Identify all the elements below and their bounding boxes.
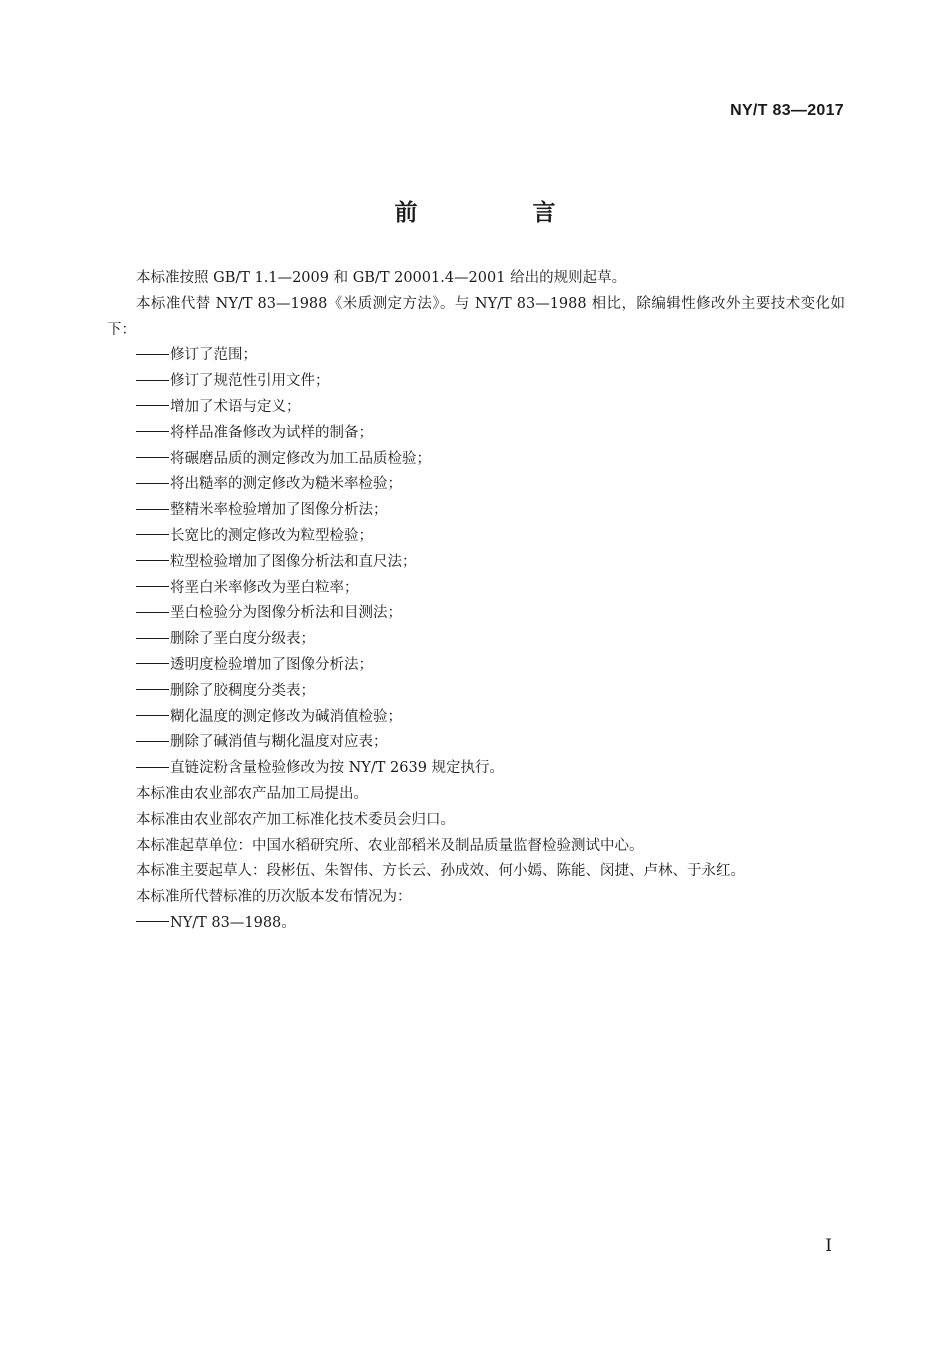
change-item bbox=[107, 498, 845, 524]
change-item-text: 粒型检验增加了图像分析法和直尺法； bbox=[170, 553, 417, 570]
change-item bbox=[107, 395, 845, 421]
change-item-text: 长宽比的测定修改为粒型检验； bbox=[170, 527, 373, 544]
dash-mark bbox=[136, 509, 169, 510]
dash-mark bbox=[136, 405, 169, 406]
paragraph-replaces: 本标准代替 NY/T 83—1988《米质测定方法》。与 NY/T 83—1988 相比，除编辑性修改外主要技术变化如下： bbox=[107, 295, 845, 338]
dash-mark bbox=[136, 921, 169, 922]
changes-list bbox=[107, 343, 845, 782]
change-item-text: 透明度检验增加了图像分析法； bbox=[170, 656, 373, 673]
change-item bbox=[107, 576, 845, 602]
dash-mark bbox=[136, 638, 169, 639]
change-item-text: 将出糙率的测定修改为糙米率检验； bbox=[170, 476, 402, 493]
change-item bbox=[107, 369, 845, 395]
change-item-text: 修订了范围； bbox=[170, 347, 257, 364]
dash-mark bbox=[136, 586, 169, 587]
change-item bbox=[107, 472, 845, 498]
document-body bbox=[107, 266, 845, 937]
change-item-text: 将垩白米率修改为垩白粒率； bbox=[170, 579, 359, 596]
dash-mark bbox=[136, 354, 169, 355]
history-item bbox=[107, 911, 845, 937]
change-item-text: 删除了碱消值与糊化温度对应表； bbox=[170, 734, 388, 751]
change-item bbox=[107, 343, 845, 369]
dash-mark bbox=[136, 612, 169, 613]
dash-mark bbox=[136, 663, 169, 664]
change-item-text: 将碾磨品质的测定修改为加工品质检验； bbox=[170, 450, 431, 467]
change-item bbox=[107, 627, 845, 653]
change-item bbox=[107, 550, 845, 576]
standard-code: NY/T 83—2017 bbox=[730, 102, 844, 119]
dash-mark bbox=[136, 457, 169, 458]
page-title: 前 言 bbox=[394, 200, 602, 226]
dash-mark bbox=[136, 534, 169, 535]
dash-mark bbox=[136, 483, 169, 484]
dash-mark bbox=[136, 689, 169, 690]
dash-mark bbox=[136, 380, 169, 381]
change-item-text: 整精米率检验增加了图像分析法； bbox=[170, 502, 388, 519]
change-item-text: 修订了规范性引用文件； bbox=[170, 373, 330, 390]
dash-mark bbox=[136, 741, 169, 742]
dash-mark bbox=[136, 560, 169, 561]
dash-mark bbox=[136, 715, 169, 716]
change-item-text: 增加了术语与定义； bbox=[170, 398, 301, 415]
change-item bbox=[107, 421, 845, 447]
change-item-text: 删除了垩白度分级表； bbox=[170, 631, 315, 648]
change-item-text: 糊化温度的测定修改为碱消值检验； bbox=[170, 708, 402, 725]
change-item bbox=[107, 524, 845, 550]
paragraph-drafting-rules: 本标准按照 GB/T 1.1—2009 和 GB/T 20001.4—2001 给出的规则起草。 bbox=[136, 270, 627, 286]
change-item bbox=[107, 653, 845, 679]
history-list bbox=[107, 911, 845, 937]
paragraph-drafters: 本标准主要起草人：段彬伍、朱智伟、方长云、孙成效、何小嫣、陈能、闵捷、卢林、于永红。 bbox=[136, 863, 745, 880]
history-item-text: NY/T 83—1988。 bbox=[170, 914, 296, 931]
page-number: I bbox=[825, 1236, 832, 1256]
paragraph-drafting-units: 本标准起草单位：中国水稻研究所、农业部稻米及制品质量监督检验测试中心。 bbox=[136, 837, 644, 854]
change-item bbox=[107, 601, 845, 627]
change-item bbox=[107, 756, 845, 782]
paragraph-centralized-by: 本标准由农业部农产加工标准化技术委员会归口。 bbox=[136, 811, 455, 828]
dash-mark bbox=[136, 767, 169, 768]
change-item-text: 垩白检验分为图像分析法和目测法； bbox=[170, 605, 402, 622]
paragraph-proposed-by: 本标准由农业部农产品加工局提出。 bbox=[136, 785, 368, 802]
paragraph-history-intro: 本标准所代替标准的历次版本发布情况为： bbox=[136, 889, 412, 906]
change-item bbox=[107, 447, 845, 473]
change-item bbox=[107, 730, 845, 756]
change-item-text: 直链淀粉含量检验修改为按 NY/T 2639 规定执行。 bbox=[170, 760, 505, 777]
dash-mark bbox=[136, 431, 169, 432]
change-item-text: 将样品准备修改为试样的制备； bbox=[170, 424, 373, 441]
change-item-text: 删除了胶稠度分类表； bbox=[170, 682, 315, 699]
change-item bbox=[107, 679, 845, 705]
change-item bbox=[107, 705, 845, 731]
